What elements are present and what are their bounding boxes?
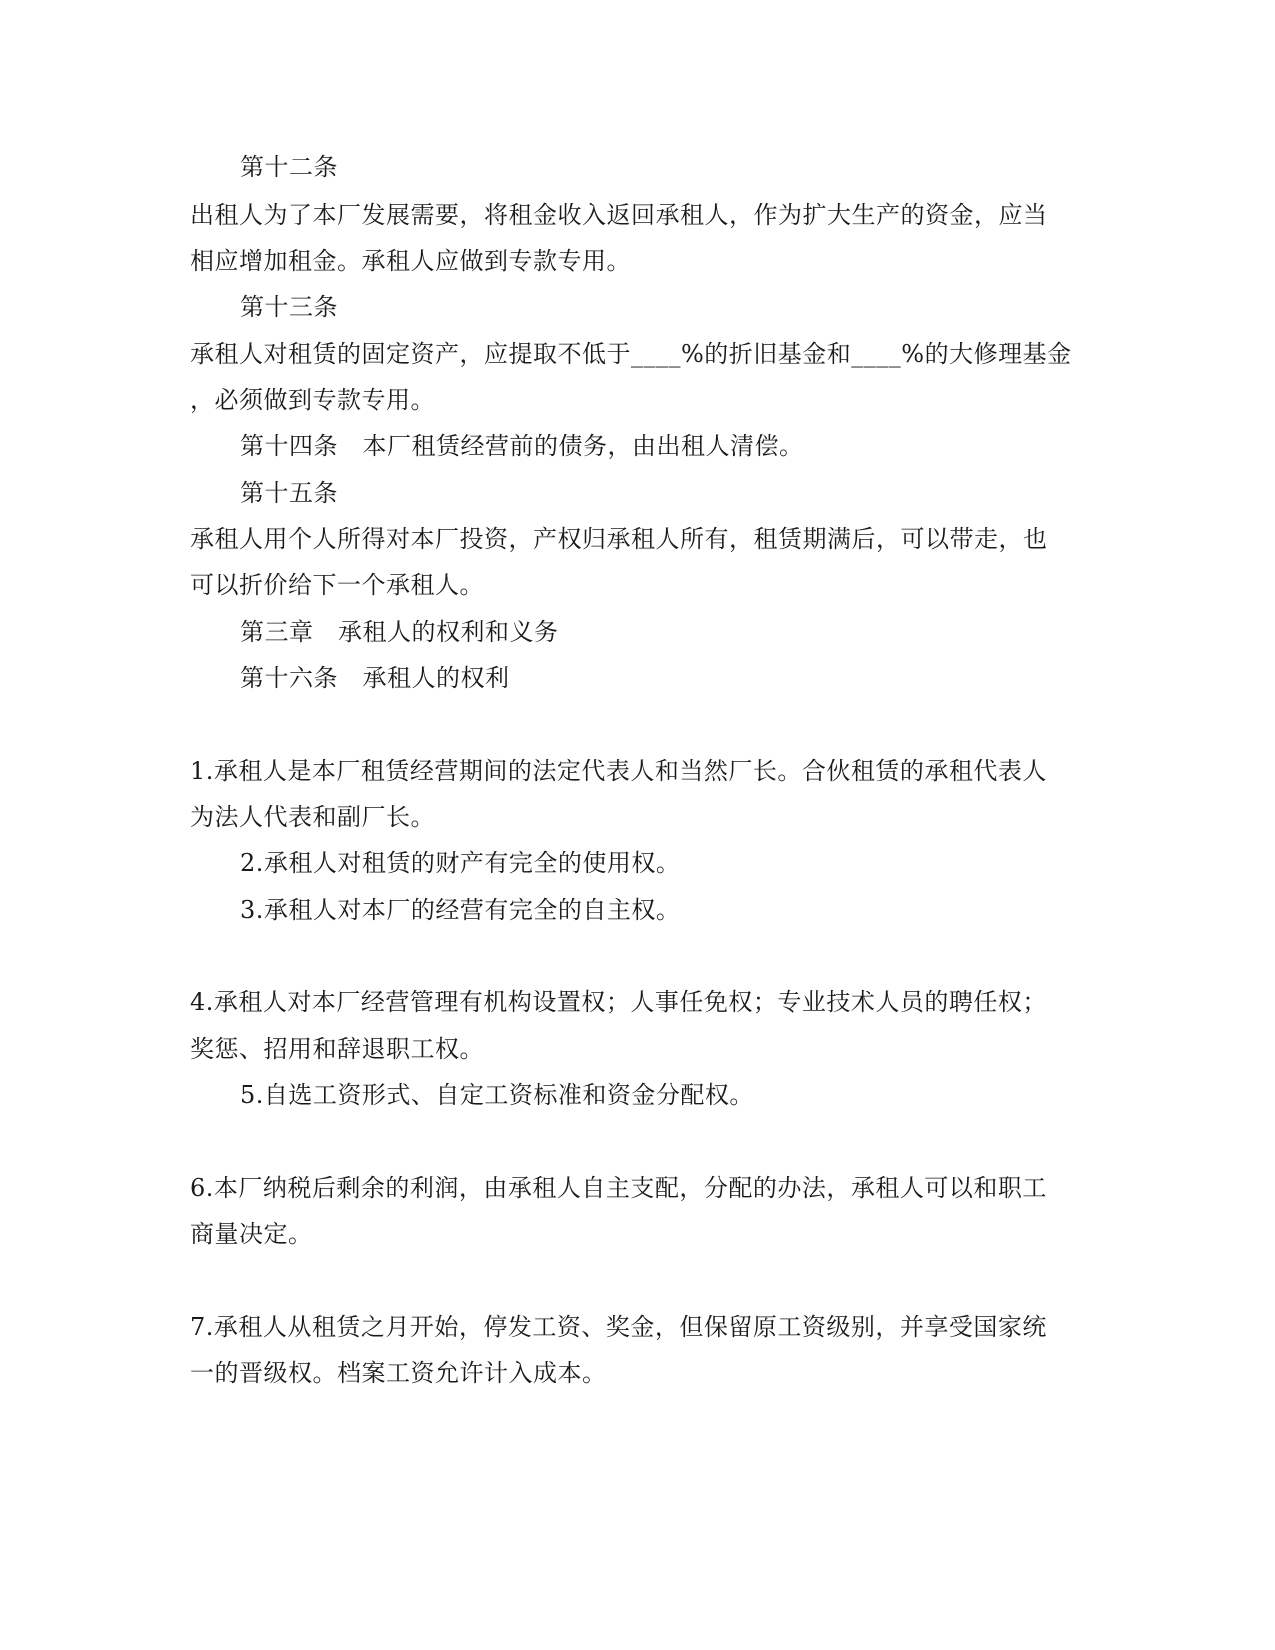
article-15-heading: 第十五条	[240, 479, 338, 507]
right-4-line-2: 奖惩、招用和辞退职工权。	[190, 1035, 484, 1063]
right-1-line-1: 1.承租人是本厂租赁经营期间的法定代表人和当然厂长。合伙租赁的承租代表人	[190, 757, 1047, 785]
right-5: 5.自选工资形式、自定工资标准和资金分配权。	[240, 1081, 754, 1109]
article-15-text-line-1: 承租人用个人所得对本厂投资，产权归承租人所有，租赁期满后，可以带走，也	[190, 525, 1048, 553]
article-12-text-line-1: 出租人为了本厂发展需要，将租金收入返回承租人，作为扩大生产的资金，应当	[190, 201, 1048, 229]
article-15-text-line-2: 可以折价给下一个承租人。	[190, 571, 484, 599]
article-13-text-line-2: ，必须做到专款专用。	[190, 386, 435, 414]
article-13-heading: 第十三条	[240, 293, 338, 321]
right-7-line-2: 一的晋级权。档案工资允许计入成本。	[190, 1359, 607, 1387]
right-6-line-1: 6.本厂纳税后剩余的利润，由承租人自主支配，分配的办法，承租人可以和职工	[190, 1174, 1047, 1202]
article-12-text-line-2: 相应增加租金。承租人应做到专款专用。	[190, 247, 631, 275]
right-7-line-1: 7.承租人从租赁之月开始，停发工资、奖金，但保留原工资级别，并享受国家统	[190, 1313, 1047, 1341]
right-1-line-2: 为法人代表和副厂长。	[190, 803, 435, 831]
right-2: 2.承租人对租赁的财产有完全的使用权。	[240, 849, 681, 877]
article-12-heading: 第十二条	[240, 153, 338, 181]
right-4-line-1: 4.承租人对本厂经营管理有机构设置权；人事任免权；专业技术人员的聘任权；	[190, 988, 1047, 1016]
article-14-text: 第十四条 本厂租赁经营前的债务，由出租人清偿。	[240, 432, 804, 460]
article-13-text-line-1: 承租人对租赁的固定资产，应提取不低于____%的折旧基金和____%的大修理基金	[190, 340, 1072, 368]
right-3: 3.承租人对本厂的经营有完全的自主权。	[240, 896, 681, 924]
right-6-line-2: 商量决定。	[190, 1220, 313, 1248]
chapter-3-heading: 第三章 承租人的权利和义务	[240, 618, 559, 646]
article-16-heading: 第十六条 承租人的权利	[240, 664, 510, 692]
